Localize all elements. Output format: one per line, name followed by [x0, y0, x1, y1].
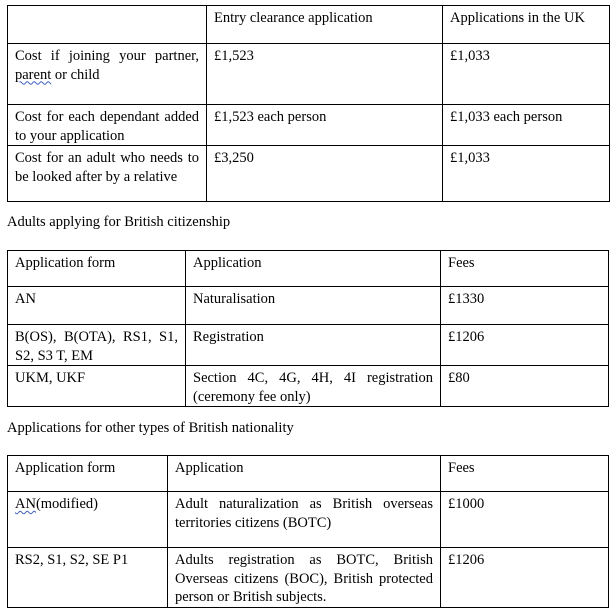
application-cell: Adult naturalization as British overseas territories citizens (BOTC)	[168, 492, 441, 548]
header-cell: Application form	[8, 456, 168, 492]
table-row	[8, 492, 609, 548]
form-cell: UKM, UKF	[8, 366, 186, 407]
header-cell: Applications in the UK	[443, 6, 610, 44]
table-row	[8, 366, 609, 407]
row-label-text: Cost if joining your partner,	[15, 48, 199, 64]
header-cell: Application	[168, 456, 441, 492]
fee-cell: £1330	[441, 287, 609, 325]
table-header-row	[8, 456, 609, 492]
section-caption: Applications for other types of British nationality	[7, 420, 294, 436]
form-cell-text: (modified)	[35, 496, 98, 512]
table-row	[8, 146, 610, 202]
fee-cell: £1206	[441, 548, 609, 608]
table-row	[8, 548, 609, 608]
application-cell: Adults registration as BOTC, British Overseas citizens (BOC), British protected person or British subjects.	[168, 548, 441, 608]
spellcheck-underlined-word: parent	[15, 66, 52, 83]
fee-cell: £1206	[441, 325, 609, 366]
row-label: Cost for an adult who needs to be looked after by a relative	[8, 146, 207, 202]
row-label-text: or child	[51, 66, 100, 83]
row-label: Cost for each dependant added to your application	[8, 105, 207, 146]
header-cell: Fees	[441, 456, 609, 492]
header-cell: Application form	[8, 251, 186, 287]
header-cell: Fees	[441, 251, 609, 287]
application-cell: Naturalisation	[186, 287, 441, 325]
table-row	[8, 287, 609, 325]
spellcheck-underlined-word: AN	[15, 496, 36, 512]
header-cell: Application	[186, 251, 441, 287]
fees-table-other-nationality	[7, 455, 609, 608]
entry-fee-cell: £3,250	[207, 146, 443, 202]
table-row	[8, 44, 610, 105]
table-row	[8, 325, 609, 366]
row-label	[8, 44, 207, 105]
form-cell: RS2, S1, S2, SE P1	[8, 548, 168, 608]
fee-cell: £80	[441, 366, 609, 407]
uk-fee-cell: £1,033 each person	[443, 105, 610, 146]
table-row	[8, 105, 610, 146]
entry-fee-cell: £1,523	[207, 44, 443, 105]
form-cell: AN	[8, 287, 186, 325]
application-cell: Section 4C, 4G, 4H, 4I registration (ceremony fee only)	[186, 366, 441, 407]
section-caption: Adults applying for British citizenship	[7, 214, 231, 230]
header-cell: Entry clearance application	[207, 6, 443, 44]
application-cell: Registration	[186, 325, 441, 366]
form-cell: B(OS), B(OTA), RS1, S1, S2, S3 T, EM	[8, 325, 186, 366]
fee-cell: £1000	[441, 492, 609, 548]
uk-fee-cell: £1,033	[443, 146, 610, 202]
entry-fee-cell: £1,523 each person	[207, 105, 443, 146]
header-cell	[8, 6, 207, 44]
uk-fee-cell: £1,033	[443, 44, 610, 105]
fees-table-family	[7, 5, 610, 202]
fees-table-citizenship	[7, 250, 609, 407]
table-header-row	[8, 6, 610, 44]
form-cell	[8, 492, 168, 548]
table-header-row	[8, 251, 609, 287]
